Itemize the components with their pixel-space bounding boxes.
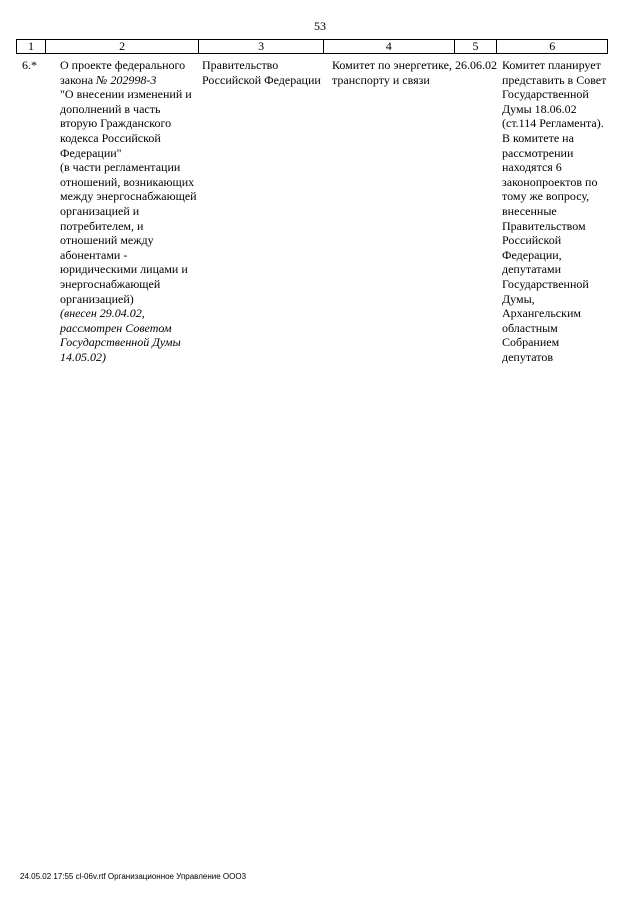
note: Комитет планирует представить в Совет Государственной Думы 18.06.02 (ст.114 Регламента). В комитете на рассмотрении находятся 6 законопроектов по тому же вопросу, внесенные Правительством Российской Федерации, депутатами Государственной Думы, Архангельским областным Собранием депутатов xyxy=(502,58,607,364)
table-header xyxy=(16,39,608,54)
column-header-2: 2 xyxy=(46,40,199,53)
committee: Комитет по энергетике, транспорту и связи xyxy=(332,58,452,87)
row-number: 6.* xyxy=(22,58,37,72)
column-header-3: 3 xyxy=(199,40,324,53)
initiator: Правительство Российской Федерации xyxy=(202,58,321,87)
column-header-1: 1 xyxy=(17,40,46,53)
bill-title: "О внесении изменений и дополнений в часть вторую Гражданского кодекса Российской Федерации" xyxy=(60,87,192,160)
column-header-4: 4 xyxy=(324,40,455,53)
table-row xyxy=(16,58,608,364)
law-prefix: закона xyxy=(60,72,97,87)
column-header-6: 6 xyxy=(549,39,556,53)
footer: 24.05.02 17:55 cl-06v.rtf Организационное Управление ООО3 xyxy=(20,872,247,881)
law-number: № 202998-3 xyxy=(96,72,157,87)
date: 26.06.02 xyxy=(455,58,497,72)
page-number: 53 xyxy=(314,19,326,33)
bill-title-line: О проекте федерального xyxy=(60,58,186,72)
bill-introduced: (внесен 29.04.02, рассмотрен Советом Государственной Думы 14.05.02) xyxy=(60,306,181,364)
column-header-5: 5 xyxy=(455,40,498,53)
bill-subject: (в части регламентации отношений, возникающих между энергоснабжающей организацией и потребителем, и отношений между абонентами - юридическими лицами и энергоснабжающей организацией) xyxy=(60,160,197,306)
bill-description xyxy=(45,58,199,364)
